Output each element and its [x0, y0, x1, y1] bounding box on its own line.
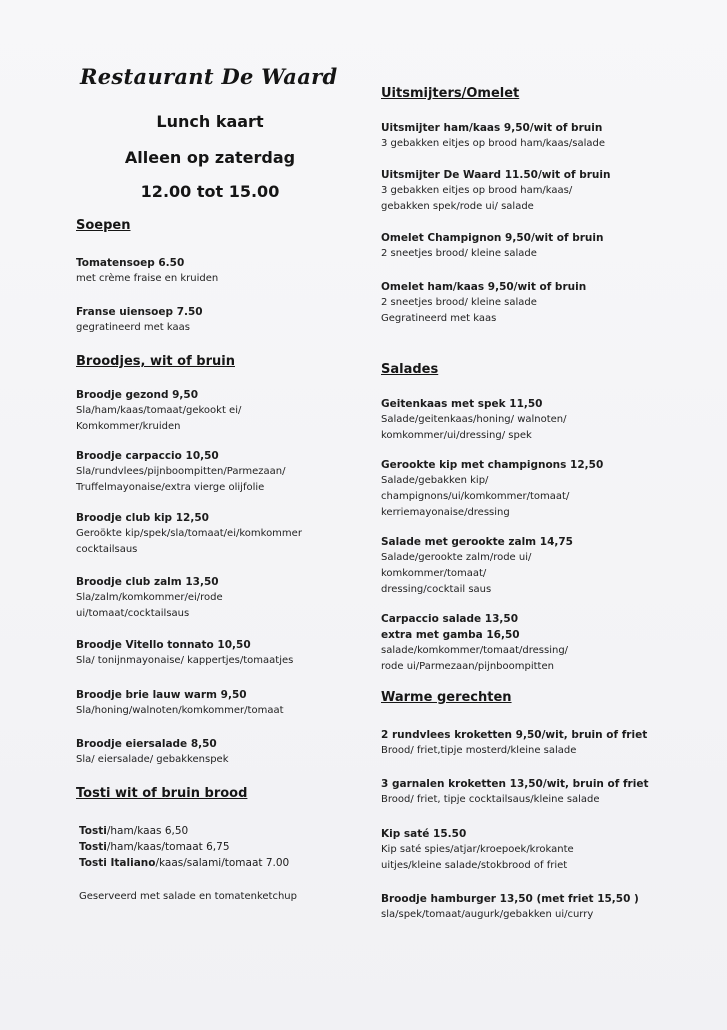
serving-note: Geserveerd met salade en tomatenketchup: [79, 891, 297, 902]
item-description: 2 sneetjes brood/ kleine salade: [381, 248, 537, 259]
item-name: Omelet Champignon 9,50/wit of bruin: [381, 232, 604, 244]
item-name: Broodje Vitello tonnato 10,50: [76, 639, 251, 651]
item-description: gebakken spek/rode ui/ salade: [381, 201, 534, 212]
item-description: Sla/ham/kaas/tomaat/gekookt ei/: [76, 405, 242, 416]
item-description: uitjes/kleine salade/stokbrood of friet: [381, 860, 568, 871]
item-name: Broodje brie lauw warm 9,50: [76, 689, 247, 701]
item-name: Geitenkaas met spek 11,50: [381, 398, 543, 410]
item-name: Broodje club zalm 13,50: [76, 576, 219, 588]
item-name: 3 garnalen kroketten 13,50/wit, bruin of friet: [381, 778, 649, 790]
item-description: Salade/geitenkaas/honing/ walnoten/: [381, 414, 567, 425]
item-description: /ham/kaas 6,50: [106, 825, 189, 837]
section-heading-soepen: Soepen: [76, 218, 131, 233]
menu-item: [381, 534, 573, 598]
item-description: komkommer/tomaat/: [381, 568, 487, 579]
restaurant-title: Restaurant De Waard: [80, 64, 338, 89]
section-heading-tosti: Tosti wit of bruin brood: [76, 786, 248, 801]
item-extra: extra met gamba 16,50: [381, 629, 520, 641]
item-name: 2 rundvlees kroketten 9,50/wit, bruin of friet: [381, 729, 648, 741]
item-description: Geroökte kip/spek/sla/tomaat/ei/komkommer: [76, 528, 302, 539]
menu-item: [381, 891, 639, 923]
item-description: Sla/ eiersalade/ gebakkenspek: [76, 754, 229, 765]
item-name: Tomatensoep 6.50: [76, 257, 185, 269]
menu-item: [76, 304, 203, 336]
item-description: komkommer/ui/dressing/ spek: [381, 430, 532, 441]
item-description: /kaas/salami/tomaat 7.00: [155, 857, 290, 869]
menu-item: [381, 457, 603, 521]
menu-item: [381, 279, 586, 327]
item-name: Franse uiensoep 7.50: [76, 306, 203, 318]
item-description: Sla/ tonijnmayonaise/ kappertjes/tomaatjes: [76, 655, 294, 666]
item-description: salade/komkommer/tomaat/dressing/: [381, 645, 569, 656]
item-name: Tosti Italiano: [79, 857, 156, 869]
item-description: met crème fraise en kruiden: [76, 273, 219, 284]
section-heading-salades: Salades: [381, 362, 439, 377]
menu-item: [381, 611, 568, 675]
list-item: [79, 855, 289, 871]
item-description: Brood/ friet,tipje mosterd/kleine salade: [381, 745, 577, 756]
item-name: Uitsmijter De Waard 11.50/wit of bruin: [381, 169, 611, 181]
menu-item: [381, 727, 647, 759]
item-description: Salade/gerookte zalm/rode ui/: [381, 552, 532, 563]
day-note: Alleen op zaterdag: [124, 148, 296, 167]
item-description: Sla/honing/walnoten/komkommer/tomaat: [76, 705, 284, 716]
item-description: ui/tomaat/cocktailsaus: [76, 608, 190, 619]
opening-hours: 12.00 tot 15.00: [140, 182, 280, 201]
section-heading-uitsmijters: Uitsmijters/Omelet: [381, 86, 520, 101]
item-description: Truffelmayonaise/extra vierge olijfolie: [76, 482, 265, 493]
menu-item: [381, 120, 605, 152]
list-item: [79, 823, 289, 839]
item-name: Tosti: [79, 841, 107, 853]
item-description: sla/spek/tomaat/augurk/gebakken ui/curry: [381, 909, 594, 920]
item-name: Salade met gerookte zalm 14,75: [381, 536, 573, 548]
item-name: Uitsmijter ham/kaas 9,50/wit of bruin: [381, 122, 603, 134]
item-name: Carpaccio salade 13,50: [381, 613, 519, 625]
menu-item: [76, 255, 218, 287]
menu-item: [381, 230, 603, 262]
menu-item: [76, 687, 284, 719]
item-name: Tosti: [79, 825, 107, 837]
item-name: Broodje carpaccio 10,50: [76, 450, 219, 462]
menu-item: [381, 826, 574, 874]
item-description: champignons/ui/komkommer/tomaat/: [381, 491, 570, 502]
item-description: Salade/gebakken kip/: [381, 475, 489, 486]
item-description: Sla/zalm/komkommer/ei/rode: [76, 592, 223, 603]
tosti-list: [79, 823, 289, 871]
menu-item: [381, 396, 567, 444]
menu-item: [76, 637, 293, 669]
menu-item: [76, 448, 285, 496]
item-description: 3 gebakken eitjes op brood ham/kaas/salade: [381, 138, 605, 149]
section-heading-broodjes: Broodjes, wit of bruin: [76, 354, 235, 369]
item-description: /ham/kaas/tomaat 6,75: [106, 841, 230, 853]
item-description: Brood/ friet, tipje cocktailsaus/kleine salade: [381, 794, 600, 805]
item-description: gegratineerd met kaas: [76, 322, 190, 333]
item-name: Broodje gezond 9,50: [76, 389, 199, 401]
item-description: 3 gebakken eitjes op brood ham/kaas/: [381, 185, 573, 196]
menu-item: [381, 167, 610, 215]
item-name: Gerookte kip met champignons 12,50: [381, 459, 604, 471]
item-name: Broodje hamburger 13,50 (met friet 15,50 ): [381, 893, 639, 905]
menu-subtitle: Lunch kaart: [156, 112, 264, 131]
menu-item: [76, 510, 302, 558]
menu-item: [76, 387, 241, 435]
list-item: [79, 839, 289, 855]
item-description: cocktailsaus: [76, 544, 138, 555]
section-heading-warme: Warme gerechten: [381, 690, 512, 705]
item-description: kerriemayonaise/dressing: [381, 507, 510, 518]
item-name: Kip saté 15.50: [381, 828, 467, 840]
item-description: Kip saté spies/atjar/kroepoek/krokante: [381, 844, 574, 855]
item-name: Broodje eiersalade 8,50: [76, 738, 217, 750]
menu-item: [76, 574, 223, 622]
item-description: dressing/cocktail saus: [381, 584, 492, 595]
item-description: Gegratineerd met kaas: [381, 313, 497, 324]
item-description: rode ui/Parmezaan/pijnboompitten: [381, 661, 554, 672]
item-name: Omelet ham/kaas 9,50/wit of bruin: [381, 281, 587, 293]
menu-item: [381, 776, 648, 808]
item-name: Broodje club kip 12,50: [76, 512, 209, 524]
item-description: Sla/rundvlees/pijnboompitten/Parmezaan/: [76, 466, 286, 477]
item-description: 2 sneetjes brood/ kleine salade: [381, 297, 537, 308]
menu-item: [76, 736, 228, 768]
item-description: Komkommer/kruiden: [76, 421, 181, 432]
